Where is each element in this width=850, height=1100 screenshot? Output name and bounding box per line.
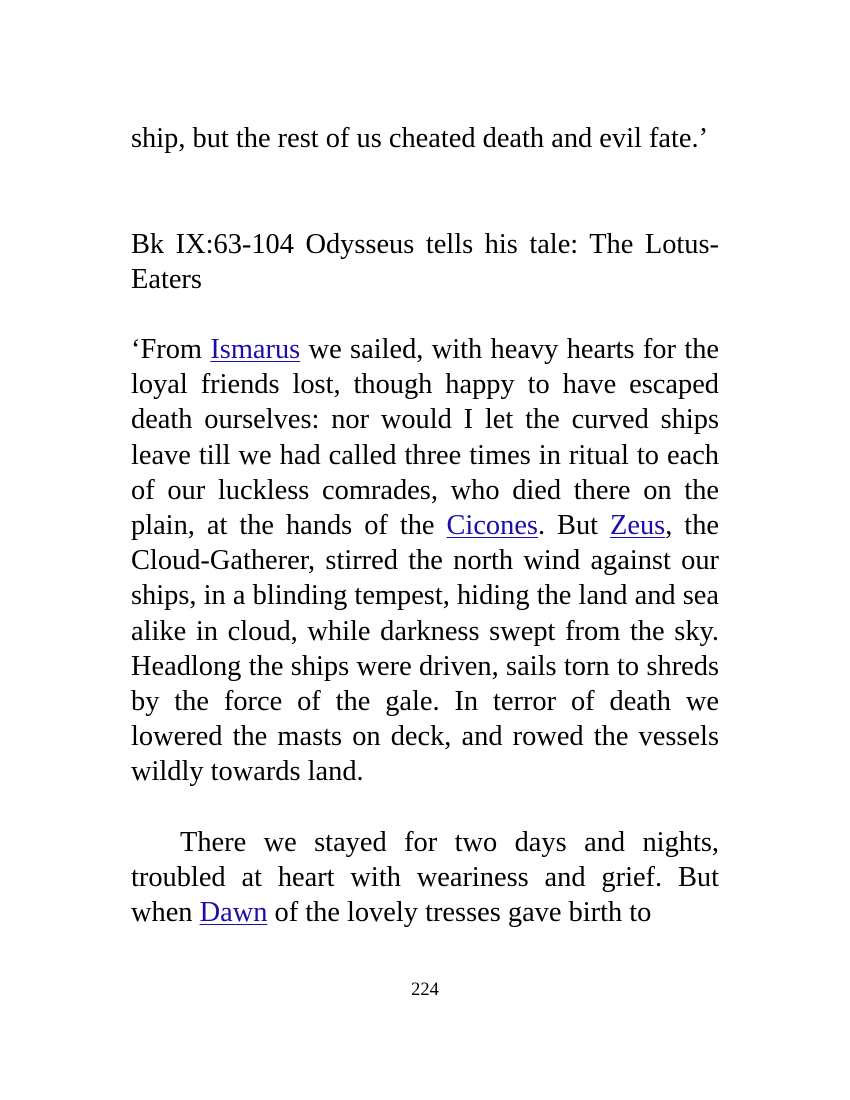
link-zeus[interactable]: Zeus: [610, 510, 666, 542]
link-cicones[interactable]: Cicones: [446, 510, 538, 542]
text-span: we sailed, with heavy hearts for the loyal friends lost, though happy to have escaped death ourselves: nor would I let the curved ships leave till we had called three times in ritual to each of our luckless comrades, who died there on the plain, at the hands of the: [131, 334, 719, 542]
link-ismarus[interactable]: Ismarus: [210, 334, 301, 365]
link-dawn[interactable]: Dawn: [199, 897, 268, 929]
paragraph-ismarus: [131, 332, 719, 790]
text-span: ‘From: [131, 334, 211, 365]
text-span: . But: [537, 510, 611, 542]
text-span: of the lovely tresses gave birth to: [267, 897, 652, 929]
paragraph-continuation: ship, but the rest of us cheated death and evil fate.’: [131, 123, 709, 154]
section-heading: Bk IX:63-104 Odysseus tells his tale: The Lotus-Eaters: [131, 229, 719, 296]
paragraph-two-days: [131, 825, 719, 931]
page-number: 224: [411, 980, 439, 1000]
text-span: , the Cloud-Gatherer, stirred the north wind against our ships, in a blinding tempest, hiding the land and sea alike in cloud, while darkness swept from the sky. Headlong the ships were driven, sails torn to shreds by the force of the gale. In terror of death we lowered the masts on deck, and rowed the vessels wildly towards land.: [131, 510, 719, 788]
text-span: There we stayed for two days and nights, troubled at heart with weariness and grief. But when: [131, 827, 719, 929]
